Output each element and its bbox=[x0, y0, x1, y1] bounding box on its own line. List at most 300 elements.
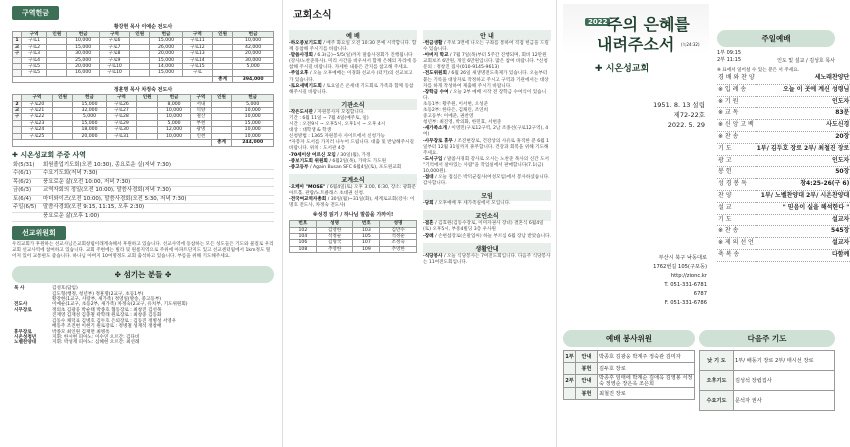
amount-cell: 10,000 bbox=[232, 127, 274, 133]
news-item-heading: ·당회 bbox=[423, 201, 434, 207]
news-item bbox=[289, 53, 417, 71]
amount-cell: 10,000 bbox=[232, 133, 274, 139]
news-item-text: / 7월 7일(목)부터 5주간 진행되며, 회비 12만원 교회보조 6만원, 개인 6만원입니다. 많은 참여 바랍니다. *신청문의 : 정창진 집사(010-9145-9613) bbox=[423, 53, 548, 71]
ministers-title: ✤ 섬기는 분들 ✤ bbox=[12, 266, 274, 283]
news-item-text: / 6월2일(목), 가락도 가도원 bbox=[327, 158, 387, 164]
amount-cell: 10,000 bbox=[157, 114, 190, 120]
volunteer-role: 안내 bbox=[576, 375, 598, 388]
news-item-heading: ·헌금생활 bbox=[423, 41, 443, 46]
minister-names: 황강현(1교구, 사랑부, 새가족) 정영일(방송, 중고등부) bbox=[52, 297, 162, 303]
nextweek-names: 김성석 장립집사 bbox=[734, 371, 835, 391]
news-item-text: / 30일(월), 가정 bbox=[335, 152, 371, 158]
worship-item: 축 복 송 bbox=[717, 249, 756, 261]
minister-names: 김동수 채덕표 김병호 김두호 은퇴장로 : 김동진 정병성 서영우 bbox=[52, 318, 177, 324]
news-item-heading: ·전도위원회 bbox=[423, 71, 447, 77]
worship-value: 오늘 이 곳에 계신 성령님 bbox=[756, 84, 850, 96]
area-cell: 구로30 bbox=[106, 127, 137, 133]
news-item-text: / 6월 26일 새생명전도축제가 있습니다. 오늘부터 붙는 기록을 대상자로 작정하고 주시고 구역과 기관에서는 대상자를 하게 작성하여 제출해 주시기 바랍니다. bbox=[423, 71, 549, 89]
worship-item: 설 교 bbox=[717, 202, 756, 214]
news-item-heading: ·전국여교역자총회 bbox=[289, 196, 327, 202]
worship-leader: 인도 및 설교 / 김성호 목사 bbox=[777, 58, 835, 64]
bible-cell: 109 bbox=[353, 246, 380, 252]
news-item bbox=[289, 197, 417, 209]
area-cell: 구로10 bbox=[99, 64, 129, 70]
volunteer-names: 박종후 임태에 박계순 김애옥 김영봉 서정숙 정영순 장은옥 조은희 bbox=[598, 375, 695, 388]
minister-names: 정의초 김광웅 박순태 박종호 협동장로 : 최창진 김선목 bbox=[52, 307, 162, 313]
worship-value: 50장 bbox=[756, 167, 850, 179]
worship-order-row bbox=[717, 108, 850, 120]
worship-order-row bbox=[717, 155, 850, 167]
volunteer-role: 안내 bbox=[576, 351, 598, 363]
nextweek-role: 수요기도 bbox=[700, 391, 734, 411]
worship-item: 봉 헌 bbox=[717, 167, 756, 179]
worship-item: 기 도 bbox=[717, 214, 756, 226]
news-item bbox=[289, 71, 417, 83]
news-item bbox=[423, 234, 551, 240]
column-header: 헌금 bbox=[73, 95, 106, 101]
worship-order-row bbox=[717, 143, 850, 155]
news-item-text: / 말씀사경회 강사로 오시는 노찬준 목사의 신간 도서 "기억에서 살아있는 사람"을 작업실에서 판매합니다(7.1(금) 10,000원). bbox=[423, 156, 549, 174]
amount-cell: 5,000 bbox=[233, 64, 274, 70]
area-cell: 구로2 bbox=[22, 44, 47, 50]
nextweek-names: 1부/ 배동기 장로 2부/ 태시선 장로 bbox=[734, 351, 835, 371]
minister-role: 전도사 bbox=[14, 302, 28, 308]
news-item bbox=[423, 157, 551, 175]
news-item-text: 초등1부: 황주원, 이서현, 오성준 초등2부: 한다은, 김채린, 조연희 중고등부: 이예준, 권찬영 청년부: 최진영, 박의화, 한민효, 서현준 bbox=[423, 101, 502, 126]
worship-order-row bbox=[717, 226, 850, 238]
total-spacer bbox=[13, 140, 212, 146]
bible-cell: 추영한 bbox=[380, 246, 417, 252]
minister-names: 배동주 조진현 이현기 원로장로 : 정병철 성재석 정창배 bbox=[52, 324, 162, 330]
worship-item: ※ 기 원 bbox=[717, 96, 756, 108]
bible-header: 성명 bbox=[316, 221, 353, 227]
column-header: 인원 bbox=[130, 32, 150, 38]
news-item-heading: ·장례 bbox=[423, 233, 434, 239]
worship-item: ※ 제 의 선 언 bbox=[717, 238, 756, 250]
amount-cell: 10,000 bbox=[233, 38, 274, 44]
area-cell: 구로7 bbox=[99, 44, 129, 50]
area-cell: 구로23 bbox=[22, 120, 53, 126]
bible-cell: 김형국 bbox=[316, 240, 353, 246]
news-col-2 bbox=[423, 30, 551, 266]
worship-order-row bbox=[717, 73, 850, 84]
worship-value: 20장 bbox=[756, 131, 850, 143]
group2-heads: 정훈명 목사 차정숙 전도사 bbox=[113, 87, 173, 94]
schedule-day: 금(6/3) bbox=[12, 187, 42, 196]
news-info-header: 안 내 bbox=[423, 30, 551, 41]
news-item bbox=[289, 165, 417, 171]
worship-value: 설교자 bbox=[756, 214, 850, 226]
bible-cell: 103 bbox=[353, 227, 380, 233]
side-label: 2 bbox=[13, 101, 22, 107]
schedule-text: 회원졸업기도회(오전 10:30), 종요로운 실(저녁 7:30) bbox=[42, 162, 274, 170]
news-item bbox=[423, 139, 551, 157]
area-cell: 구로6 bbox=[99, 38, 129, 44]
amount-cell: 20,000 bbox=[73, 133, 106, 139]
schedule-row bbox=[12, 204, 274, 213]
worship-order bbox=[717, 73, 850, 262]
minister-row bbox=[12, 340, 274, 345]
total-value: 244,000 bbox=[232, 140, 274, 146]
news-item-text: / 토요일은 온세대 기도회로 가족과 함께 동참해주시길 바랍니다. bbox=[289, 83, 414, 95]
news-item-heading: ·하오중보기도회 bbox=[289, 41, 322, 46]
area-cell: 구로10 bbox=[99, 70, 129, 76]
amount-cell: 15,000 bbox=[150, 38, 182, 44]
worship-value: " 믿음이 실을 해석한다 " bbox=[756, 202, 850, 214]
worship-order-row bbox=[717, 249, 850, 261]
nextweek-row bbox=[700, 371, 835, 391]
total-spacer bbox=[13, 76, 213, 82]
schedule-text: 마더와이즈(오전 10:00), 말씀사경회(오전 5:30, 저녁 7:30) bbox=[42, 195, 274, 204]
bible-cell: 105 bbox=[353, 233, 380, 239]
news-item-heading: ·중고등부 bbox=[289, 164, 309, 170]
worship-order-row bbox=[717, 238, 850, 250]
amount-cell: 10,000 bbox=[67, 38, 99, 44]
middle-column bbox=[282, 0, 556, 447]
news-life-header: 생활안내 bbox=[423, 243, 551, 254]
news-item bbox=[289, 84, 417, 96]
area-cell: 구로4 bbox=[22, 57, 47, 63]
amount-cell: 25,000 bbox=[67, 57, 99, 63]
news-col-1 bbox=[289, 30, 417, 253]
minister-role: 시온성청년 bbox=[14, 334, 37, 340]
schedule-text: 풍요로운 삶(오전 10:00, 저녁 7:30) bbox=[42, 178, 274, 187]
column-header: 헌금 bbox=[233, 32, 274, 38]
news-item bbox=[423, 221, 551, 233]
news-meeting-header: 모임 bbox=[423, 190, 551, 201]
news-item-heading: ·새가족소개 bbox=[423, 126, 447, 132]
schedule-title: ✚ 시온성교회 주중 사역 bbox=[12, 150, 87, 159]
mission-text: 우리교회가 후원하는 선교사님은교회창립이래계속해서 후원하고 있습니다. 선교사역에 동참하는 모든 성도들은 기도와 물질로 우리교회 선교사역에 참여하고 있습니다. 교회 주변에는 빌라 및 원룸지역으로 주위에 아파트단지도 있고 선교센터립에서 1km정도 떨어져 있어 교통편도 좋습니다. 하나님 아버지 10여명정도 교회 출석하고 있습니다. 부름을 위해 기도해주세요. bbox=[12, 241, 274, 260]
news-item-text: / 오늘 오후예배는 이경화 선교사 (터키)의 선교보고가 있습니다. bbox=[289, 71, 413, 83]
schedule-day bbox=[12, 213, 42, 222]
amount-cell: 30,000 bbox=[67, 51, 99, 57]
news-item-text: / 오늘 식당봉사는 7여전도회입니다. 다음주 식당봉사는 11여전도회입니다. bbox=[423, 253, 551, 265]
news-item-text: / Again Busan SFC 6월4일(토), 포도원교회 bbox=[308, 164, 402, 170]
cover-subtitle: 내려주소서 bbox=[597, 35, 675, 54]
bible-cell: 106 bbox=[290, 240, 317, 246]
area-cell: 구로8 bbox=[99, 51, 129, 57]
column-header: 구역 bbox=[22, 32, 47, 38]
news-member-header: 교인소식 bbox=[423, 210, 551, 221]
news-worship bbox=[289, 41, 417, 96]
worship-value: 인도자 bbox=[756, 155, 850, 167]
worship-item: 성 경 봉 독 bbox=[717, 179, 756, 191]
area-cell: 구로9 bbox=[99, 57, 129, 63]
worship-order-row bbox=[717, 167, 850, 179]
area-cell: 구로20 bbox=[22, 101, 53, 107]
total-label: 총계 bbox=[212, 76, 232, 82]
bible-cell: 김영한 bbox=[316, 227, 353, 233]
issue-info: 1951. 8. 13 설립 제72-22호 2022. 5. 29 bbox=[653, 101, 705, 129]
news-item-text: / 주보 3면에 나오는 구좌를 통하여 직접 헌금을 드릴 수 있습니다. bbox=[423, 41, 549, 53]
area-cell: 서내 bbox=[191, 101, 212, 107]
area-cell: 구로26 bbox=[106, 101, 137, 107]
news-item bbox=[289, 41, 417, 53]
amount-cell: 12,000 bbox=[157, 127, 190, 133]
schedule-text: 풍요로운 삶(오후 1:00) bbox=[42, 213, 274, 222]
news-item-text: / 김효원(김동수장로, 이미자권사 장녀) 결혼식 6월4일(토) 오후5시, 부흥4빌딩 3층 우사원 bbox=[423, 221, 544, 233]
amount-cell: 26,000 bbox=[150, 44, 182, 50]
area-cell: 구로5 bbox=[22, 70, 47, 76]
nextweek-names: 문석자 권사 bbox=[734, 391, 835, 411]
worship-time: 2부 11:15 bbox=[717, 57, 742, 63]
amount-cell: 15,000 bbox=[150, 57, 182, 63]
news-item-heading: ·결혼 bbox=[423, 221, 434, 227]
cover-title: 주의 은혜를 bbox=[607, 15, 690, 34]
bible-cell: 석정순 bbox=[316, 233, 353, 239]
news-church-header: 교계소식 bbox=[289, 174, 417, 185]
group1-heads: 황강현 목사 이예순 전도사 bbox=[113, 24, 173, 30]
minister-names: 김성호(담임) bbox=[52, 286, 78, 292]
worship-order-row bbox=[717, 179, 850, 191]
worship-note: ※ 표에서 일어설 수 있는 분은 서 주세요. bbox=[717, 68, 800, 73]
schedule-day: 목(6/2) bbox=[12, 178, 42, 187]
volunteer-names: 김두호 장로 bbox=[598, 363, 695, 375]
column-header: 인원 bbox=[212, 32, 232, 38]
news-title: 교회소식 bbox=[293, 10, 332, 21]
news-item bbox=[423, 41, 551, 53]
worship-value: 설교자 bbox=[756, 238, 850, 250]
news-item-heading: ·중보기도회 위원회 bbox=[289, 158, 328, 164]
news-item bbox=[423, 254, 551, 266]
volunteer-names: 최철진 장로 bbox=[598, 388, 695, 400]
column-header: 헌금 bbox=[232, 95, 274, 101]
news-life bbox=[423, 254, 551, 266]
volunteer-part bbox=[564, 388, 576, 400]
news-org-header: 기관소식 bbox=[289, 99, 417, 110]
volunteer-role: 봉헌 bbox=[576, 363, 598, 375]
worship-title: 주일예배 bbox=[717, 30, 835, 47]
area-cell: 구로1 bbox=[22, 38, 47, 44]
worship-order-row bbox=[717, 190, 850, 202]
amount-cell: 20,000 bbox=[150, 51, 182, 57]
bible-cell: 조정숙 bbox=[380, 240, 417, 246]
bible-cell: 추영한 bbox=[316, 246, 353, 252]
news-item-text: / 매주 화요일 오전 10:30 본예 시작합니다. 함께 동참해 주시기를 바랍니다. bbox=[289, 41, 417, 53]
total-row bbox=[13, 140, 274, 146]
news-meeting bbox=[423, 201, 551, 207]
area-cell: 구로21 bbox=[22, 108, 53, 114]
news-item-text: / 오후예배 후 세가족실에서 모입니다. bbox=[433, 201, 511, 207]
amount-cell: 15,000 bbox=[73, 101, 106, 107]
worship-order-row bbox=[717, 214, 850, 226]
news-item-heading: ·아버지 학교 bbox=[423, 53, 449, 59]
worship-value: 사도신경 bbox=[756, 120, 850, 132]
schedule-row bbox=[12, 162, 274, 170]
volunteer-row bbox=[564, 363, 695, 375]
nextweek-title: 다음주 기도 bbox=[699, 330, 835, 347]
volunteer-row bbox=[564, 388, 695, 400]
volunteer-part: 1부 bbox=[564, 351, 576, 363]
news-item-heading: ·70세이상 어르신 모임 bbox=[289, 152, 336, 158]
cover-block bbox=[563, 4, 709, 306]
nextweek-row bbox=[700, 391, 835, 411]
news-item-text: / 30일(월)~31일(화), 세계로교회(강사: 이명호 전도사, 차정숙 전도사) bbox=[289, 196, 415, 209]
worship-item: ※ 신 앙 고 백 bbox=[717, 120, 756, 132]
nextweek-block bbox=[699, 330, 835, 411]
amount-cell: 42,000 bbox=[233, 44, 274, 50]
minister-names: 지휘: 박성재 피아노: 심혜현 오르간: 최선례 bbox=[52, 340, 140, 346]
left-column bbox=[0, 0, 282, 447]
area-cell: 구로25 bbox=[22, 133, 53, 139]
amount-cell: 10,000 bbox=[232, 108, 274, 114]
schedule-row bbox=[12, 170, 274, 179]
news-info bbox=[423, 41, 551, 187]
cover-verse: (눅24:32) bbox=[681, 42, 700, 47]
area-cell: 부천 bbox=[191, 120, 212, 126]
area-cell: 구로28 bbox=[106, 114, 137, 120]
schedule-row bbox=[12, 195, 274, 204]
column-header: 헌금 bbox=[150, 32, 182, 38]
news-item-heading: ·말씀사경회 bbox=[289, 53, 313, 59]
minister-names: 박종모 최인원 김재면 최병옥 bbox=[52, 329, 110, 335]
worship-block bbox=[717, 30, 850, 262]
offering-table-1 bbox=[12, 31, 274, 83]
minister-names: 지휘: 한시현 피아노: 이수연 오르간: 김다비 bbox=[52, 334, 140, 340]
column-header: 헌금 bbox=[157, 95, 190, 101]
ministers-table bbox=[12, 286, 274, 345]
worship-order-row bbox=[717, 202, 850, 214]
total-value: 394,000 bbox=[233, 76, 274, 82]
column-header: 헌금 bbox=[67, 32, 99, 38]
nextweek-role: 낮 기 도 bbox=[700, 351, 734, 371]
column-header: 구역 bbox=[182, 32, 212, 38]
right-column bbox=[556, 0, 850, 447]
news-item-heading: ·작은도서관 bbox=[289, 109, 313, 115]
bible-cell: 102 bbox=[290, 227, 317, 233]
bible-header: 번호 bbox=[353, 221, 380, 227]
bible-cell: 104 bbox=[290, 233, 317, 239]
area-cell: 구로15 bbox=[182, 64, 212, 70]
schedule-day: 토(6/4) bbox=[12, 195, 42, 204]
news-item-text: / 이영민(구로12구역, 2남 조종선(구로12구역), 4여) bbox=[423, 126, 549, 138]
news-item-text: / 오늘 2부 예배 시작 전 장학금 수여식이 있습니다. bbox=[423, 89, 547, 101]
worship-item: 찬 양 bbox=[717, 190, 756, 202]
amount-cell: 10,000 bbox=[232, 114, 274, 120]
area-cell: 구로11 bbox=[182, 38, 212, 44]
news-item bbox=[289, 185, 417, 197]
area-cell: 구로24 bbox=[22, 127, 53, 133]
worship-order-row bbox=[717, 84, 850, 96]
contact-info: 부산시 북구 낙동대로 1762번길 105(구포동) http://zionc.kr T. 051-331-6781 6787 F. 051-331-6786 bbox=[653, 255, 707, 306]
news-item bbox=[423, 53, 551, 71]
volunteers-title: 예배 봉사위원 bbox=[563, 330, 695, 347]
area-cell: 구로3 bbox=[22, 51, 47, 57]
volunteers-table bbox=[563, 350, 695, 400]
bible-row bbox=[290, 246, 417, 252]
amount-cell: 20,000 bbox=[233, 51, 274, 57]
worship-order-row bbox=[717, 96, 850, 108]
minister-role: 목 사 bbox=[14, 286, 25, 292]
minister-role: 노벨찬양대 bbox=[14, 340, 37, 346]
area-cell: 구로29 bbox=[106, 120, 137, 126]
nextweek-table bbox=[699, 350, 835, 411]
bible-header: 번호 bbox=[290, 221, 317, 227]
schedule-day: 화(5/31) bbox=[12, 162, 42, 170]
volunteer-part bbox=[564, 363, 576, 375]
worship-value: 83문 bbox=[756, 108, 850, 120]
volunteer-row bbox=[564, 375, 695, 388]
schedule-row bbox=[12, 178, 274, 187]
amount-cell: 5,000 bbox=[73, 114, 106, 120]
column-header: 인원 bbox=[47, 32, 67, 38]
schedule-text: 말씀사경회(오전 9:15, 11:15, 오후 2:30) bbox=[42, 204, 274, 213]
column-header: 구역 bbox=[191, 95, 212, 101]
volunteer-names: 박종호 김광웅 박계주 정숙관 김미자 bbox=[598, 351, 695, 363]
news-item-text: / 자원봉사자 모집합니다. 기간 : 6월 11일 ~ 7월 4일(매주토, 일) 시간 : 오전9시 ~ 오후5시, 오후1시 ~ 오후 4시 대상 : 대학생 & 학생 신청방법 : 1365 자원봉사 사이트에서 신청가능 bbox=[289, 109, 386, 140]
news-item bbox=[423, 201, 551, 207]
total-label: 총계 bbox=[211, 140, 232, 146]
worship-value: 인도자 bbox=[756, 96, 850, 108]
news-item-text: / 6.3(금)~5/5(일)까지 말씀사경회가 진행됩니다(강사/노찬준목사). 미리 시간을 비우셔서 함께 은혜의 자리에 동참해 주시길 바랍니다. 자세한 내용은 간지를 참고해 주세요. bbox=[289, 53, 417, 71]
worship-value: 1부/ 김두호 장로 2부/ 최철진 장로 bbox=[756, 143, 850, 155]
column-header: 인원 bbox=[137, 95, 158, 101]
column-header: 구역 bbox=[106, 95, 137, 101]
nextweek-role: 오후기도 bbox=[700, 371, 734, 391]
news-item bbox=[289, 140, 417, 152]
total-row bbox=[13, 76, 274, 82]
area-cell: 구로5 bbox=[22, 64, 47, 70]
area-cell: 구로14 bbox=[182, 57, 212, 63]
news-item-text: / 손현섭장로(손말업씨) 하늘 부르심 6월 장남 받았습니다. bbox=[433, 233, 551, 239]
worship-item: ※ 찬 송 bbox=[717, 226, 756, 238]
offering-title: 구역헌금 bbox=[12, 6, 59, 20]
amount-cell: 15,000 bbox=[73, 120, 106, 126]
volunteer-part: 2부 bbox=[564, 375, 576, 388]
side-label: 구 bbox=[13, 114, 22, 120]
amount-cell: 5,000 bbox=[157, 120, 190, 126]
worship-item: 경 배 와 찬 양 bbox=[717, 73, 756, 84]
worship-item: ※ 찬 송 bbox=[717, 131, 756, 143]
area-cell: 구로 bbox=[182, 70, 212, 76]
amount-cell: 15,000 bbox=[232, 120, 274, 126]
amount-cell: 20,000 bbox=[67, 64, 99, 70]
amount-cell: 15,000 bbox=[67, 44, 99, 50]
amount-cell: 16,000 bbox=[67, 70, 99, 76]
column-header: 인원 bbox=[211, 95, 232, 101]
worship-value: 다함께 bbox=[756, 249, 850, 261]
worship-order-row bbox=[717, 131, 850, 143]
news-member bbox=[423, 221, 551, 239]
news-item bbox=[289, 110, 417, 140]
worship-value: 545장 bbox=[756, 226, 850, 238]
worship-value: 세노래찬양단 bbox=[756, 73, 850, 84]
schedule-day: 수(6/1) bbox=[12, 170, 42, 179]
bible-table bbox=[289, 220, 417, 253]
minister-role: 시무장로 bbox=[14, 307, 32, 313]
column-header: 인원 bbox=[52, 95, 73, 101]
minister-names: 이예순(1교구, 초등2부, 새가족) 차정숙(2교구, 유치부, 기도위원회) bbox=[52, 302, 188, 308]
news-item-heading: ·도서구입 bbox=[423, 156, 443, 162]
amount-cell: 15,000 bbox=[150, 70, 182, 76]
schedule-row bbox=[12, 213, 274, 222]
news-item-heading: ·오케아 "MOSE" bbox=[289, 184, 326, 190]
news-item-heading: ·접대 bbox=[423, 175, 434, 181]
news-church bbox=[289, 185, 417, 209]
news-item-text: / 오늘 접심은 박덕균집사(여성모임)에서 봉사하셨습니다. 감사합니다. bbox=[423, 175, 550, 187]
area-cell: 구로13 bbox=[182, 51, 212, 57]
mission-title: 선교위원회 bbox=[12, 226, 66, 240]
area-cell: 구로31 bbox=[106, 133, 137, 139]
column-header: 구역 bbox=[99, 32, 129, 38]
worship-order-row bbox=[717, 120, 850, 132]
amount-cell: 8,000 bbox=[157, 101, 190, 107]
worship-value: 창4:25-26(구 6) bbox=[756, 179, 850, 191]
news-item bbox=[423, 71, 551, 89]
news-item-heading: ·장학금 수여 bbox=[423, 89, 449, 95]
news-item bbox=[423, 102, 551, 126]
